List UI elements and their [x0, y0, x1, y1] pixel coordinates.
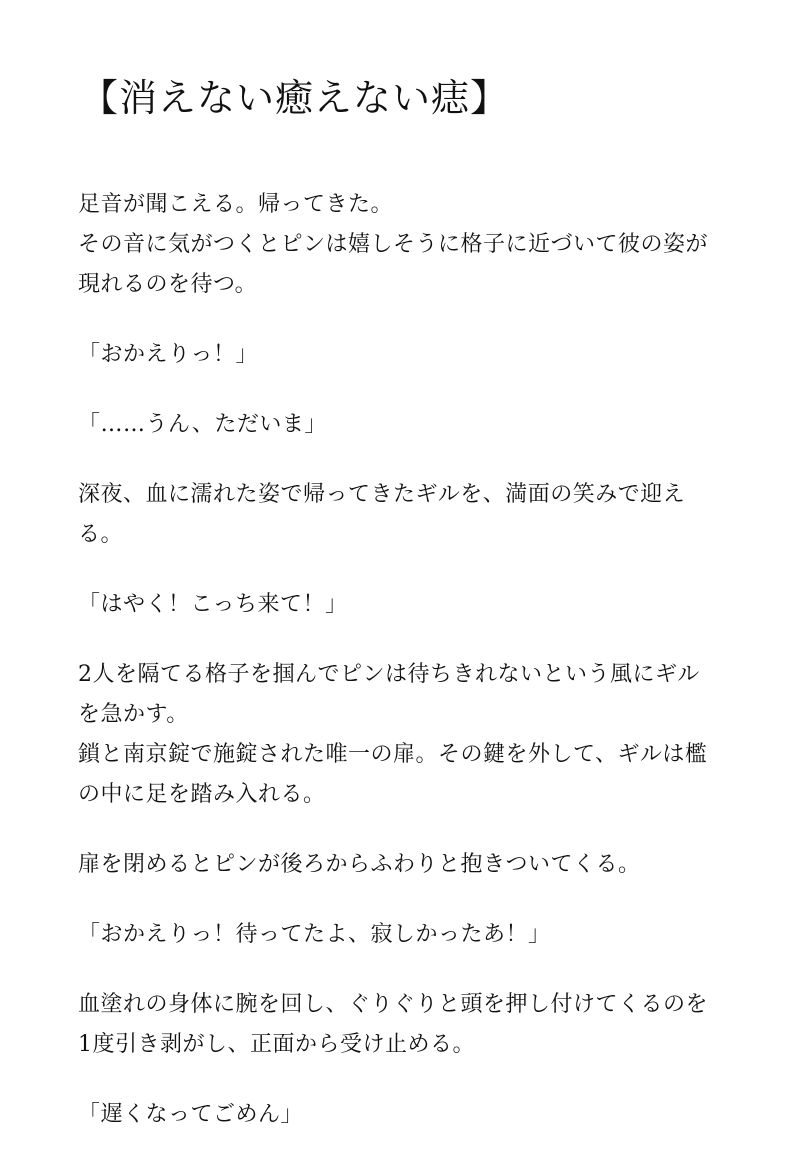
- paragraph: [78, 1095, 738, 1135]
- paragraph: [78, 405, 738, 445]
- paragraph: [78, 185, 738, 305]
- text-line: の中に足を踏み入れる。: [78, 782, 326, 807]
- text-line: 「……うん、ただいま」: [78, 412, 327, 437]
- paragraph: [78, 475, 738, 555]
- text-line: 「遅くなってごめん」: [78, 1102, 304, 1127]
- paragraph: [78, 655, 738, 815]
- text-line: 現れるのを待つ。: [78, 272, 258, 297]
- text-line: 扉を閉めるとピンが後ろからふわりと抱きついてくる。: [78, 852, 641, 877]
- text-line: 鎖と南京錠で施錠された唯一の扉。その鍵を外して、ギルは檻: [78, 742, 708, 767]
- text-line: その音に気がつくとピンは嬉しそうに格子に近づいて彼の姿が: [78, 232, 709, 257]
- paragraph: [78, 915, 738, 955]
- document-body: [78, 185, 738, 1165]
- paragraph: [78, 335, 738, 375]
- paragraph: [78, 585, 738, 625]
- text-line: 足音が聞こえる。帰ってきた。: [78, 192, 394, 217]
- text-line: を急かす。: [78, 702, 189, 727]
- text-line: 2人を隔てる格子を掴んでピンは待ちきれないという風にギル: [78, 662, 700, 687]
- text-line: 1度引き剥がし、正面から受け止める。: [78, 1032, 475, 1057]
- document-title: 【消えない癒えない痣】: [80, 76, 510, 120]
- text-line: 血塗れの身体に腕を回し、ぐりぐりと頭を押し付けてくるのを: [78, 992, 709, 1017]
- text-line: る。: [78, 522, 124, 547]
- text-line: 深夜、血に濡れた姿で帰ってきたギルを、満面の笑みで迎え: [78, 482, 686, 507]
- paragraph: [78, 845, 738, 885]
- text-line: 「はやく！こっち来て！」: [78, 592, 348, 617]
- text-line: 「おかえりっ！待ってたよ、寂しかったあ！」: [78, 922, 551, 947]
- paragraph: [78, 985, 738, 1065]
- text-line: 「おかえりっ！」: [78, 342, 259, 367]
